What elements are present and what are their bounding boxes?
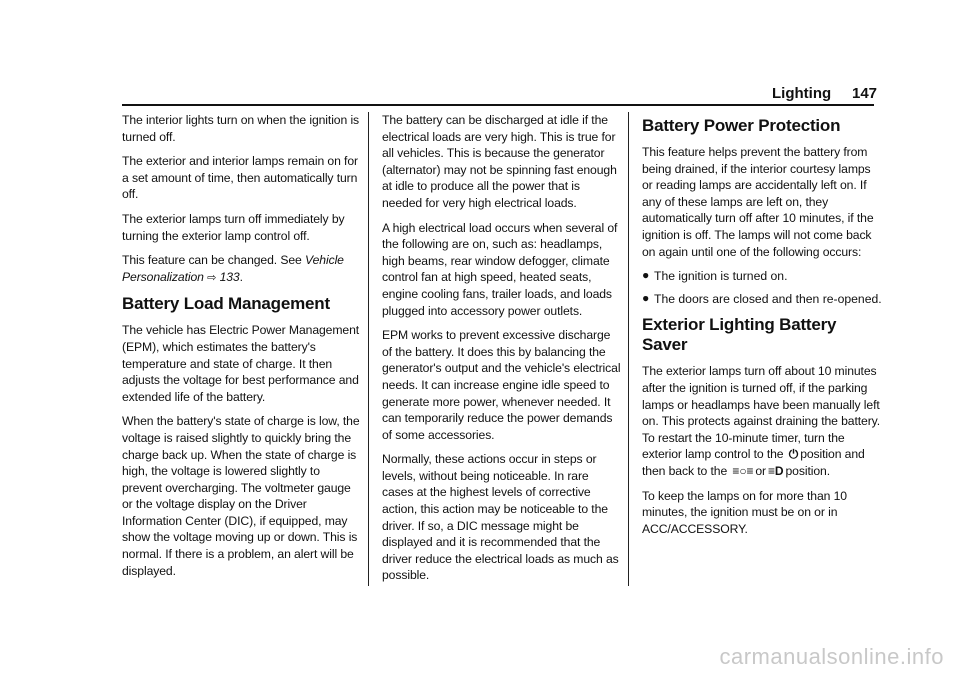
paragraph-text: position and then back to the [642,447,865,478]
paragraph-with-icons [642,363,882,479]
paragraph: Normally, these actions occur in steps or levels, without being noticeable. In rare cases at the highest levels of corrective action, this action may be noticeable to the driver. If so, a DIC message might be displayed and it is recommended that the driver reduce the electrical loads as much as possible. [382,452,619,583]
paragraph-text: This feature can be changed. See [122,253,306,268]
paragraph: The exterior and interior lamps remain on for a set amount of time, then automatically turn off. [122,154,358,202]
column-left [122,112,362,587]
power-off-icon: ⏻ [788,447,799,462]
paragraph-with-reference [122,252,362,286]
header-rule [122,104,874,106]
bullet-icon: ● [642,290,650,305]
headlamp-icon: ≡D [768,463,784,478]
watermark-text: carmanualsonline.info [719,644,944,669]
page-footer [0,644,960,670]
column-right [642,112,882,545]
list-item-text: The ignition is turned on. [654,269,788,284]
paragraph: A high electrical load occurs when several of the following are on, such as: headlamps, high beams, rear window defogger, climate control fan at high speed, heated seats, engine cooling fans, trailer loads, and loads plugged into accessory power outlets. [382,220,618,318]
paragraph: The vehicle has Electric Power Management (EPM), which estimates the battery's temperature and state of charge. It then adjusts the voltage for best performance and extended life of the battery. [122,323,360,404]
list-item-text: The doors are closed and then re-opened. [654,291,882,306]
paragraph: When the battery's state of charge is low, the voltage is raised slightly to quickly bring the charge back up. When the state of charge is high, the voltage is lowered slightly to prevent overcharging. The voltmeter gauge or the voltage display on the Driver Information Center (DIC), if equipped, may show the voltage moving up or down. This is normal. If there is a problem, an alert will be displayed. [122,414,360,578]
section-heading-battery-power-protection: Battery Power Protection [642,116,841,135]
paragraph: EPM works to prevent excessive discharge of the battery. It does this by balancing the generator's output and the vehicle's electrical needs. It can increase engine idle speed to generate more power, whenever needed. It can temporarily reduce the power demands of some accessories. [382,328,621,442]
bullet-list [642,268,882,307]
column-divider [628,112,629,586]
page-number: 147 [852,85,878,102]
sentence-end: . [239,269,243,284]
paragraph-text: or [755,463,767,478]
paragraph: The exterior lamps turn off immediately by turning the exterior lamp control off. [122,211,345,243]
page-reference-icon: ⇨ [207,271,217,284]
paragraph: The battery can be discharged at idle if the electrical loads are very high. This is true for all vehicles. This is because the generator (alternator) may not be spinning fast enough at idle to produce all the power that is needed for very high electrical loads. [382,113,617,210]
column-middle [382,112,622,592]
page-header [0,84,960,108]
paragraph: This feature helps prevent the battery from being drained, if the interior courtesy lamps or reading lamps are accidentally left on. If any of these lamps are left on, they automatically turn off after 10 minutes, if the ignition is off. The lamps will not come back on again until one of the following occurs: [642,145,874,259]
paragraph: To keep the lamps on for more than 10 minutes, the ignition must be on or in ACC/ACCESSORY. [642,488,847,536]
list-item [642,268,882,285]
section-title: Lighting [772,85,832,102]
section-heading-exterior-lighting-battery-saver: Exterior Lighting Battery Saver [642,315,837,355]
cross-reference-link[interactable]: Vehicle Personalization [122,253,344,284]
paragraph-text: The exterior lamps turn off about 10 minutes after the ignition is turned off, if the parking lamps or headlamps have been manually left on. This protects against draining the battery. To restart the 10-minute timer, turn the exterior lamp control to the [642,364,881,462]
list-item [642,291,882,308]
paragraph: The interior lights turn on when the ignition is turned off. [122,113,360,144]
column-divider [368,112,369,586]
paragraph-text: position. [785,463,830,478]
section-heading-battery-load-management: Battery Load Management [122,294,330,314]
bullet-icon: ● [642,268,650,283]
cross-reference-page[interactable]: 133 [219,269,240,284]
parking-lamp-icon: ≡○≡ [732,463,754,478]
